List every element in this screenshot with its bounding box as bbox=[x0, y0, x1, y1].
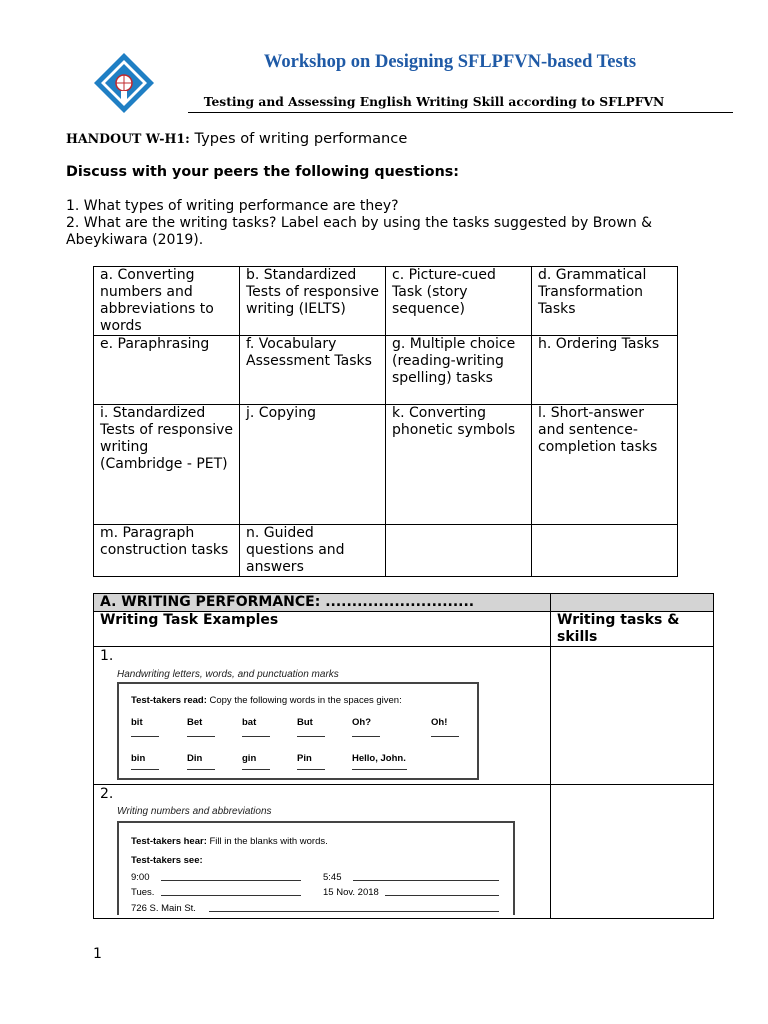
task-cell-empty bbox=[532, 525, 678, 577]
col-header-skills: Writing tasks & skills bbox=[551, 612, 714, 647]
task-cell-d: d. Grammatical Transformation Tasks bbox=[532, 267, 678, 336]
answer-blank bbox=[209, 911, 499, 912]
task-cell-j: j. Copying bbox=[240, 405, 386, 525]
item-9-00: 9:00 bbox=[131, 872, 150, 883]
table-row bbox=[94, 336, 678, 405]
task-cell-g: g. Multiple choice (reading-writing spelling) tasks bbox=[386, 336, 532, 405]
workshop-logo-icon bbox=[93, 52, 155, 114]
word-item: bat bbox=[242, 717, 257, 728]
instruction-text: Copy the following words in the spaces given: bbox=[206, 695, 402, 706]
example-2-number: 2. bbox=[100, 786, 114, 802]
task-cell-e: e. Paraphrasing bbox=[94, 336, 240, 405]
answer-blank bbox=[352, 736, 380, 737]
answer-blank bbox=[353, 880, 499, 881]
item-date: 15 Nov. 2018 bbox=[323, 887, 379, 898]
example-2-caption: Writing numbers and abbreviations bbox=[117, 806, 272, 817]
task-cell-i: i. Standardized Tests of responsive writing (Cambridge - PET) bbox=[94, 405, 240, 525]
word-item: But bbox=[297, 717, 313, 728]
table-row bbox=[94, 647, 714, 785]
answer-blank bbox=[187, 769, 215, 770]
answer-blank bbox=[385, 895, 499, 896]
answer-blank bbox=[297, 769, 325, 770]
table-row bbox=[94, 612, 714, 647]
word-item: gin bbox=[242, 753, 257, 764]
word-item: Hello, John. bbox=[352, 753, 406, 764]
answer-blank bbox=[161, 895, 301, 896]
answer-blank bbox=[352, 769, 407, 770]
example-2-hear bbox=[131, 832, 328, 850]
answer-blank bbox=[131, 736, 159, 737]
see-label: Test-takers see: bbox=[131, 855, 203, 866]
table-row bbox=[94, 525, 678, 577]
instruction-label: Test-takers read: bbox=[131, 695, 207, 706]
example-2-cell bbox=[94, 785, 551, 919]
writing-tasks-table bbox=[93, 266, 678, 577]
task-cell-c: c. Picture-cued Task (story sequence) bbox=[386, 267, 532, 336]
answer-blank bbox=[131, 769, 159, 770]
answer-blank bbox=[187, 736, 215, 737]
table-row bbox=[94, 594, 714, 612]
task-cell-b: b. Standardized Tests of responsive writing (IELTS) bbox=[240, 267, 386, 336]
example-1-cell bbox=[94, 647, 551, 785]
table-row bbox=[94, 785, 714, 919]
word-item: Oh! bbox=[431, 717, 448, 728]
answer-blank bbox=[242, 769, 270, 770]
col-header-examples: Writing Task Examples bbox=[94, 612, 551, 647]
handout-title: Types of writing performance bbox=[189, 130, 408, 147]
answer-blank bbox=[297, 736, 325, 737]
answer-blank bbox=[161, 880, 301, 881]
hear-label: Test-takers hear: bbox=[131, 836, 207, 847]
word-item: bin bbox=[131, 753, 146, 764]
word-item: bit bbox=[131, 717, 143, 728]
example-1-number: 1. bbox=[100, 648, 114, 664]
example-2-skills-cell bbox=[551, 785, 714, 919]
performance-heading-blank bbox=[551, 594, 714, 612]
task-cell-m: m. Paragraph construction tasks bbox=[94, 525, 240, 577]
task-cell-a: a. Converting numbers and abbreviations to words bbox=[94, 267, 240, 336]
task-cell-empty bbox=[386, 525, 532, 577]
task-cell-h: h. Ordering Tasks bbox=[532, 336, 678, 405]
task-cell-k: k. Converting phonetic symbols bbox=[386, 405, 532, 525]
performance-heading: A. WRITING PERFORMANCE: ............................ bbox=[94, 594, 551, 612]
hear-text: Fill in the blanks with words. bbox=[206, 836, 328, 847]
header-title: Workshop on Designing SFLPFVN-based Tests bbox=[263, 52, 637, 72]
word-item: Din bbox=[187, 753, 203, 764]
task-cell-n: n. Guided questions and answers bbox=[240, 525, 386, 577]
header-divider bbox=[188, 112, 733, 113]
question-1: 1. What types of writing performance are they? bbox=[66, 198, 399, 214]
example-2-box bbox=[117, 821, 515, 915]
example-1-box bbox=[117, 682, 479, 780]
example-1-instruction bbox=[131, 691, 402, 709]
example-1-caption: Handwriting letters, words, and punctuation marks bbox=[117, 669, 339, 680]
item-5-45: 5:45 bbox=[323, 872, 342, 883]
handout-code: HANDOUT W-H1: bbox=[66, 131, 190, 146]
word-item: Pin bbox=[297, 753, 312, 764]
item-address: 726 S. Main St. bbox=[131, 903, 196, 914]
handout-heading bbox=[66, 130, 407, 147]
answer-blank bbox=[242, 736, 270, 737]
page-number: 1 bbox=[93, 946, 102, 962]
word-item: Oh? bbox=[352, 717, 371, 728]
task-cell-l: l. Short-answer and sentence-completion tasks bbox=[532, 405, 678, 525]
item-tues: Tues. bbox=[131, 887, 155, 898]
example-1-skills-cell bbox=[551, 647, 714, 785]
discuss-heading: Discuss with your peers the following questions: bbox=[66, 164, 459, 180]
answer-blank bbox=[431, 736, 459, 737]
header-subtitle: Testing and Assessing English Writing Skill according to SFLPFVN bbox=[203, 94, 665, 109]
question-2-continued: Abeykiwara (2019). bbox=[66, 232, 204, 248]
word-item: Bet bbox=[187, 717, 203, 728]
table-row bbox=[94, 267, 678, 336]
table-row bbox=[94, 405, 678, 525]
task-cell-f: f. Vocabulary Assessment Tasks bbox=[240, 336, 386, 405]
writing-performance-table bbox=[93, 593, 714, 919]
question-2: 2. What are the writing tasks? Label each by using the tasks suggested by Brown & bbox=[66, 215, 653, 231]
